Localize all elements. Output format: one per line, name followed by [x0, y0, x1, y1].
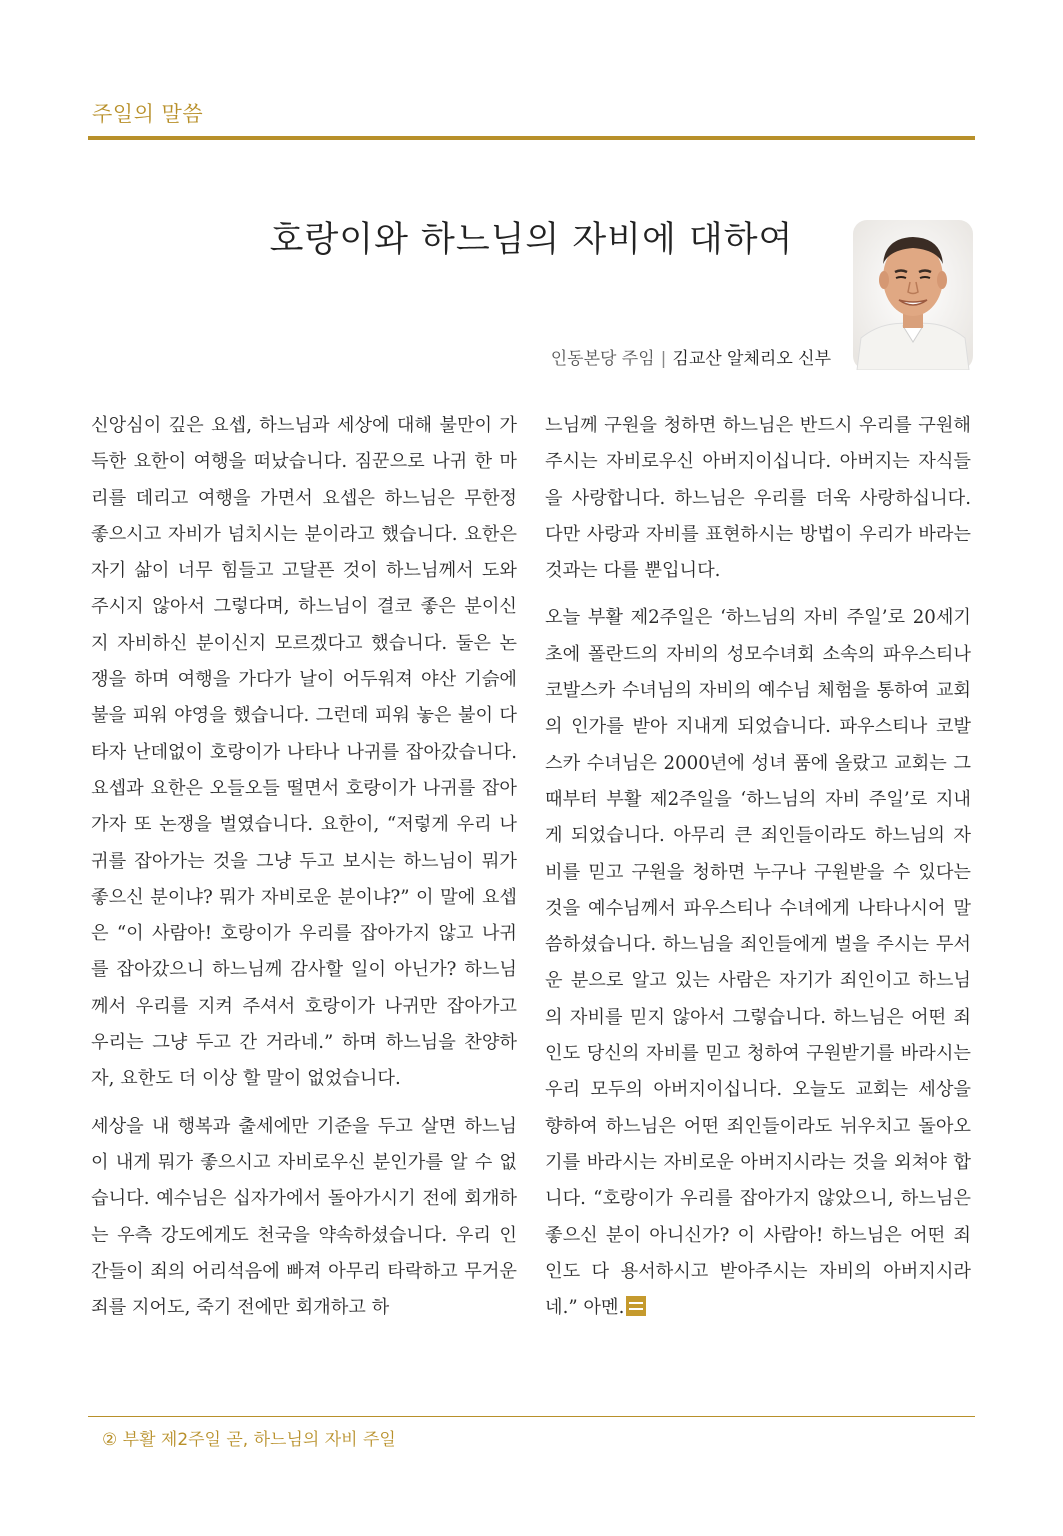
footer-divider — [88, 1416, 975, 1417]
author-separator: | — [660, 349, 667, 369]
author-name: 김교산 알체리오 신부 — [672, 349, 831, 369]
author-line — [551, 344, 831, 369]
header-divider — [88, 136, 975, 140]
article-title: 호랑이와 하느님의 자비에 대하여 — [269, 220, 794, 260]
article-column-right — [545, 408, 971, 1337]
paragraph: 세상을 내 행복과 출세에만 기준을 두고 살면 하느님이 내게 뭐가 좋으시고 자비로우신 분인가를 알 수 없습니다. 예수님은 십자가에서 돌아가시기 전에 회개하는 우측 강도에게도 천국을 약속하셨습니다. 우리 인간들이 죄의 어리석음에 빠져 아무리 타락하고 무거운 죄를 지어도, 죽기 전에만 회개하고 하 — [91, 1115, 517, 1319]
section-label: 주일의 말씀 — [92, 102, 204, 126]
article-column-left — [91, 408, 517, 1337]
author-photo — [853, 220, 973, 370]
author-role: 인동본당 주임 — [550, 349, 655, 369]
paragraph: 느님께 구원을 청하면 하느님은 반드시 우리를 구원해 주시는 자비로우신 아버지이십니다. 아버지는 자식들을 사랑합니다. 하느님은 우리를 더욱 사랑하십니다. 다만 사랑과 자비를 표현하시는 방법이 우리가 바라는 것과는 다를 뿐입니다. — [545, 415, 971, 582]
end-mark-icon — [626, 1296, 646, 1316]
paragraph-text: 오늘 부활 제2주일은 ‘하느님의 자비 주일’로 20세기 초에 폴란드의 자비의 성모수녀회 소속의 파우스티나 코발스카 수녀님의 자비의 예수님 체험을 통하여 교회의 인가를 받아 지내게 되었습니다. 파우스티나 코발스카 수녀님은 2000년에 성녀 품에 올랐고 교회는 그때부터 부활 제2주일을 ‘하느님의 자비 주일’로 지내게 되었습니다. 아무리 큰 죄인들이라도 하느님의 자비를 믿고 구원을 청하면 누구나 구원받을 수 있다는 것을 예수님께서 파우스티나 수녀에게 나타나시어 말씀하셨습니다. 하느님을 죄인들에게 벌을 주시는 무서운 분으로 알고 있는 사람은 자기가 죄인이고 하느님의 자비를 믿지 않아서 그렇습니다. 하느님은 어떤 죄인도 당신의 자비를 믿고 청하여 구원받기를 바라시는 우리 모두의 아버지이십니다. 오늘도 교회는 세상을 향하여 하느님은 어떤 죄인들이라도 뉘우치고 돌아오기를 바라시는 자비로운 아버지시라는 것을 외쳐야 합니다. “호랑이가 우리를 잡아가지 않았으니, 하느님은 좋으신 분이 아니신가? 이 사람아! 하느님은 어떤 죄인도 다 용서하시고 받아주시는 자비의 아버지시라네.” 아멘. — [545, 607, 971, 1319]
paragraph-last — [545, 600, 971, 1326]
footer-caption: ② 부활 제2주일 곧, 하느님의 자비 주일 — [102, 1430, 396, 1450]
paragraph: 신앙심이 깊은 요셉, 하느님과 세상에 대해 불만이 가득한 요한이 여행을 떠났습니다. 짐꾼으로 나귀 한 마리를 데리고 여행을 가면서 요셉은 하느님은 무한정 좋으시고 자비가 넘치시는 분이라고 했습니다. 요한은 자기 삶이 너무 힘들고 고달픈 것이 하느님께서 도와주시지 않아서 그렇다며, 하느님이 결코 좋은 분이신지 자비하신 분이신지 모르겠다고 했습니다. 둘은 논쟁을 하며 여행을 가다가 날이 어두워져 야산 기슭에 불을 피워 야영을 했습니다. 그런데 피워 놓은 불이 다 타자 난데없이 호랑이가 나타나 나귀를 잡아갔습니다. 요셉과 요한은 오들오들 떨면서 호랑이가 나귀를 잡아가자 또 논쟁을 벌였습니다. 요한이, “저렇게 우리 나귀를 잡아가는 것을 그냥 두고 보시는 하느님이 뭐가 좋으신 분이냐? 뭐가 자비로운 분이냐?” 이 말에 요셉은 “이 사람아! 호랑이가 우리를 잡아가지 않고 나귀를 잡아갔으니 하느님께 감사할 일이 아닌가? 하느님께서 우리를 지켜 주셔서 호랑이가 나귀만 잡아가고 우리는 그냥 두고 간 거라네.” 하며 하느님을 찬양하자, 요한도 더 이상 할 말이 없었습니다. — [91, 415, 517, 1090]
